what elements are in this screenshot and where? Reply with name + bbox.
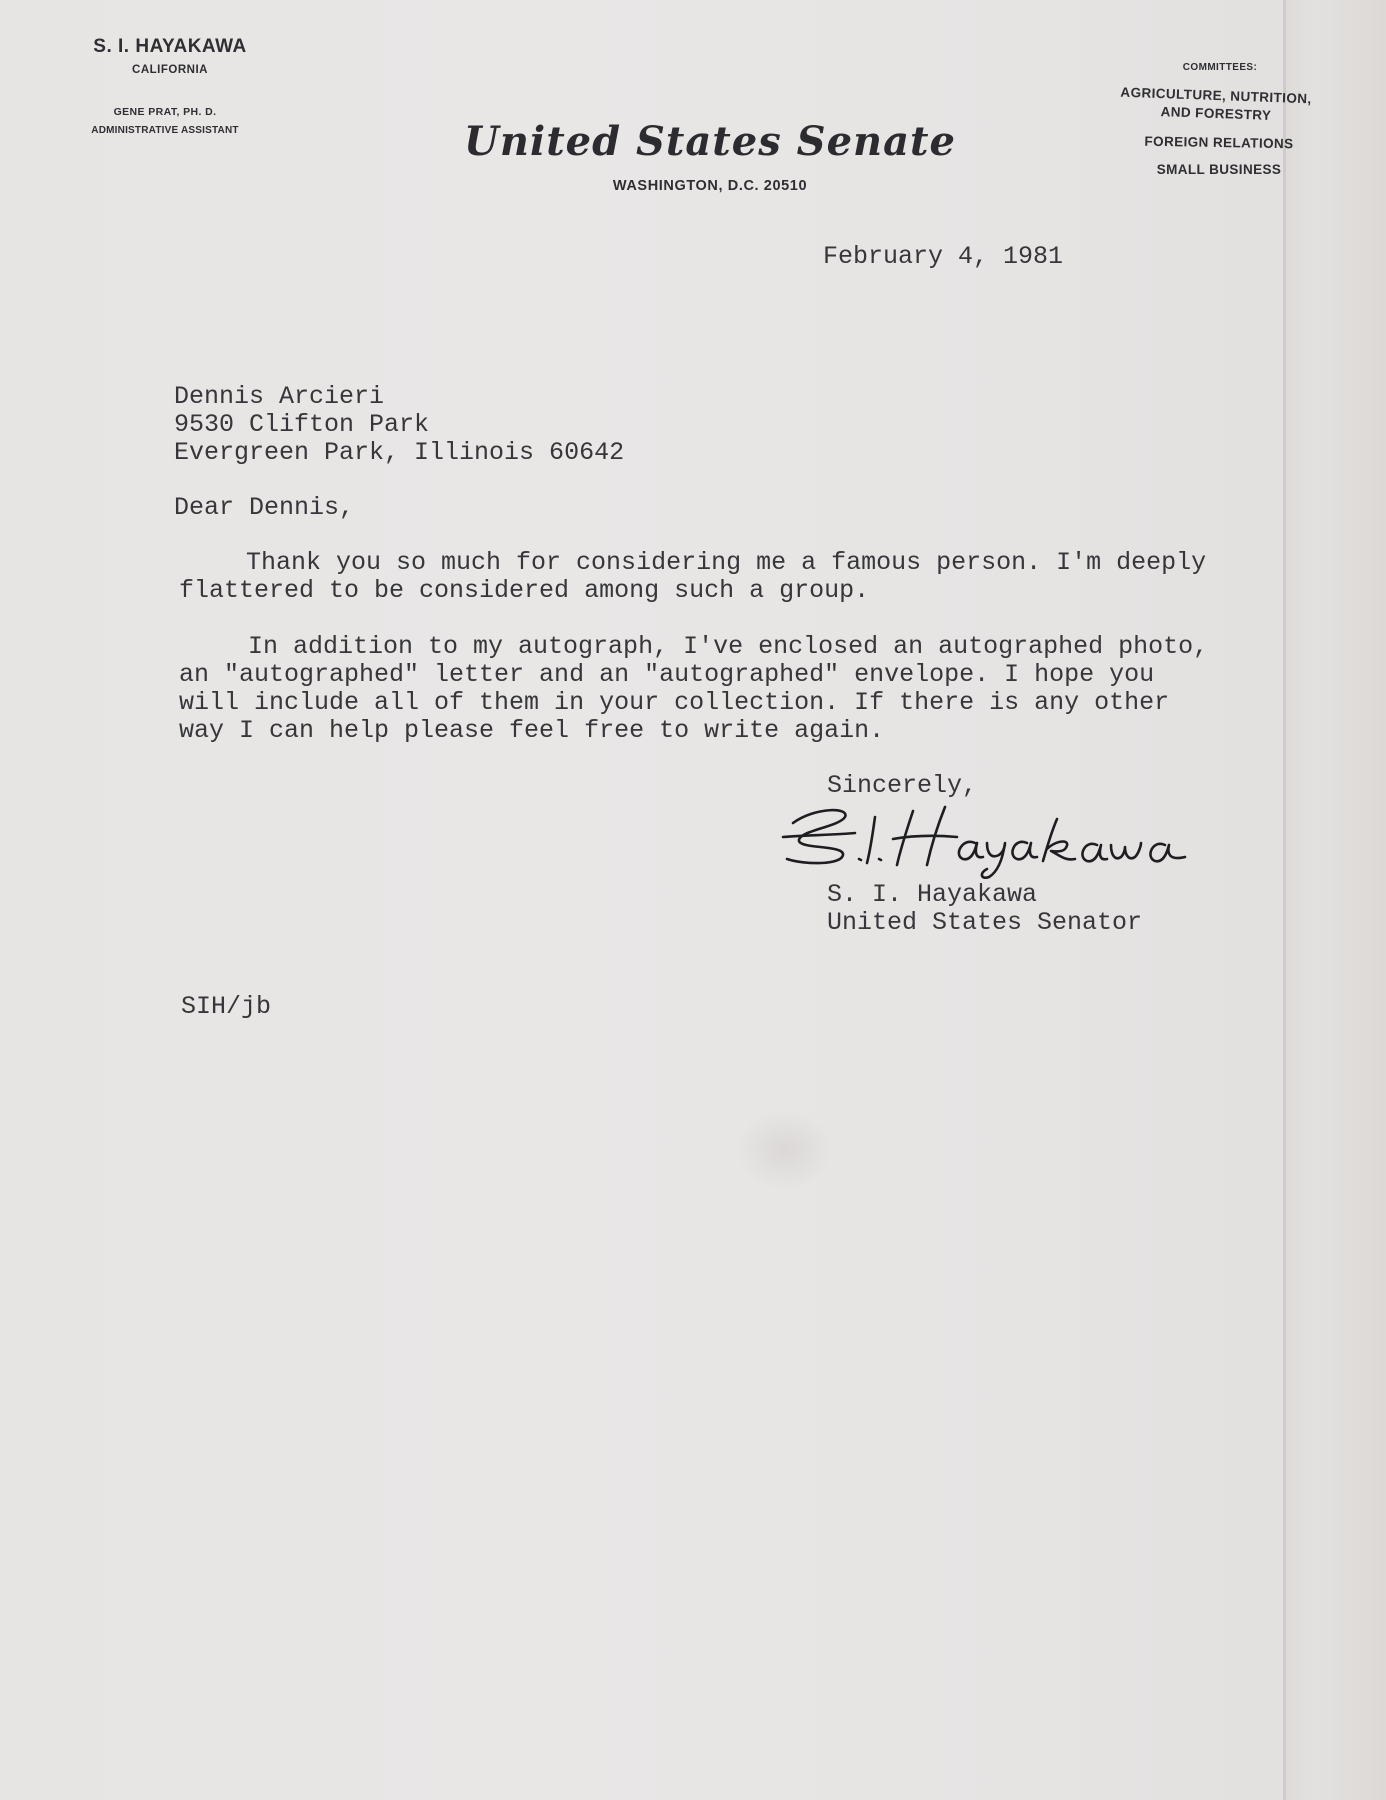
- senate-address: WASHINGTON, D.C. 20510: [612, 178, 808, 194]
- typist-initials: SIH/jb: [181, 992, 272, 1021]
- paragraph-line: Thank you so much for considering me a famous person. I'm deeply: [246, 548, 1207, 577]
- committee-item: AGRICULTURE, NUTRITION,: [1120, 84, 1312, 107]
- assistant-title: ADMINISTRATIVE ASSISTANT: [91, 125, 239, 136]
- committee-item: AND FORESTRY: [1160, 104, 1272, 123]
- senator-name: S. I. HAYAKAWA: [93, 36, 247, 57]
- paper-edge-strip: [1285, 0, 1386, 1800]
- paragraph-line: way I can help please feel free to write again.: [179, 716, 885, 745]
- recipient-address-line: 9530 Clifton Park: [174, 410, 430, 439]
- handwritten-signature: [775, 785, 1195, 880]
- paragraph-line: an "autographed" letter and an "autographed" envelope. I hope you: [179, 660, 1155, 689]
- paragraph-line: will include all of them in your collection. If there is any other: [179, 688, 1170, 717]
- recipient-address-line: Evergreen Park, Illinois 60642: [174, 438, 625, 467]
- paper-fold-line: [1283, 0, 1286, 1800]
- signer-name: S. I. Hayakawa: [827, 880, 1038, 909]
- signer-title: United States Senator: [827, 908, 1143, 937]
- senator-state: CALIFORNIA: [132, 64, 208, 76]
- paragraph-line: In addition to my autograph, I've enclosed an autographed photo,: [248, 632, 1209, 661]
- assistant-name: GENE PRAT, PH. D.: [113, 106, 217, 118]
- committee-item: SMALL BUSINESS: [1156, 162, 1282, 177]
- senate-title: United States Senate: [464, 118, 956, 165]
- committee-item: FOREIGN RELATIONS: [1144, 133, 1294, 152]
- paper-smudge: [735, 1110, 835, 1190]
- letter-date: February 4, 1981: [823, 242, 1064, 271]
- closing: Sincerely,: [827, 771, 978, 800]
- committees-label: COMMITTEES:: [1182, 62, 1258, 73]
- recipient-address-line: Dennis Arcieri: [174, 382, 385, 411]
- salutation: Dear Dennis,: [174, 493, 355, 522]
- paragraph-line: flattered to be considered among such a group.: [179, 576, 870, 605]
